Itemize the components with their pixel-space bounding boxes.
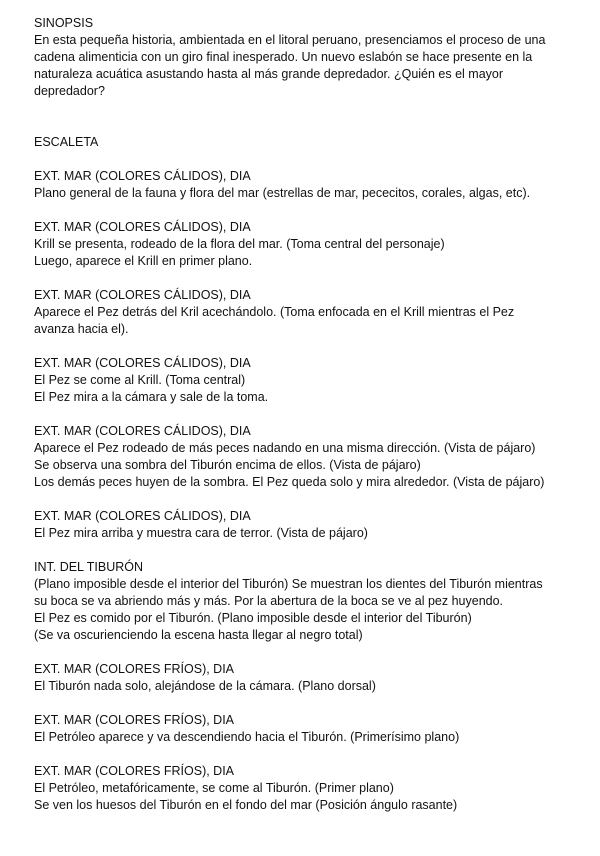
- scene-line: Aparece el Pez detrás del Kril acechándolo. (Toma enfocada en el Krill mientras el Pez: [34, 305, 515, 319]
- synopsis-line: En esta pequeña historia, ambientada en el litoral peruano, presenciamos el proceso de una: [34, 33, 546, 47]
- scene-slug: EXT. MAR (COLORES CÁLIDOS), DIA: [34, 220, 251, 234]
- scene-slug: EXT. MAR (COLORES CÁLIDOS), DIA: [34, 356, 251, 370]
- scene-block: [34, 712, 586, 746]
- scene-spacer: [34, 202, 586, 219]
- scene-slug: EXT. MAR (COLORES FRÍOS), DIA: [34, 764, 235, 778]
- scene-slug: INT. DEL TIBURÓN: [34, 560, 144, 574]
- scene-block: [34, 355, 586, 406]
- scene-line: avanza hacia el).: [34, 322, 129, 336]
- scene-block: [34, 423, 586, 491]
- scene-line: El Petróleo, metafóricamente, se come al Tiburón. (Primer plano): [34, 781, 394, 795]
- scene-line: El Pez es comido por el Tiburón. (Plano imposible desde el interior del Tiburón): [34, 611, 472, 625]
- synopsis-line: naturaleza acuática asustando hasta al más grande depredador. ¿Quién es el mayor: [34, 67, 504, 81]
- scene-line: El Pez mira arriba y muestra cara de terror. (Vista de pájaro): [34, 526, 368, 540]
- scene-spacer: [34, 270, 586, 287]
- scene-slug: EXT. MAR (COLORES CÁLIDOS), DIA: [34, 509, 251, 523]
- scene-line: Se ven los huesos del Tiburón en el fondo del mar (Posición ángulo rasante): [34, 798, 458, 812]
- scene-slug: EXT. MAR (COLORES CÁLIDOS), DIA: [34, 288, 251, 302]
- scene-spacer: [34, 695, 586, 712]
- scene-spacer: [34, 746, 586, 763]
- scene-line: Aparece el Pez rodeado de más peces nadando en una misma dirección. (Vista de pájaro): [34, 441, 536, 455]
- escaleta-heading: ESCALETA: [34, 135, 99, 149]
- scene-line: (Plano imposible desde el interior del Tiburón) Se muestran los dientes del Tiburón mientras: [34, 577, 543, 591]
- scene-slug: EXT. MAR (COLORES FRÍOS), DIA: [34, 713, 235, 727]
- synopsis-line: cadena alimenticia con un giro final inesperado. Un nuevo eslabón se hace presente en la: [34, 50, 533, 64]
- synopsis-heading: SINOPSIS: [34, 16, 94, 30]
- scene-line: El Pez mira a la cámara y sale de la toma.: [34, 390, 269, 404]
- scene-block: [34, 661, 586, 695]
- scene-line: Krill se presenta, rodeado de la flora del mar. (Toma central del personaje): [34, 237, 445, 251]
- document-page: [34, 15, 586, 814]
- scene-line: Los demás peces huyen de la sombra. El Pez queda solo y mira alrededor. (Vista de pájaro): [34, 475, 545, 489]
- escaleta-section: [34, 134, 586, 814]
- scene-spacer: [34, 491, 586, 508]
- scene-slug: EXT. MAR (COLORES CÁLIDOS), DIA: [34, 169, 251, 183]
- scene-spacer: [34, 644, 586, 661]
- scene-line: El Pez se come al Krill. (Toma central): [34, 373, 246, 387]
- scene-line: Se observa una sombra del Tiburón encima de ellos. (Vista de pájaro): [34, 458, 421, 472]
- synopsis-line: depredador?: [34, 84, 105, 98]
- scene-block: [34, 219, 586, 270]
- scene-block: [34, 168, 586, 202]
- scene-slug: EXT. MAR (COLORES FRÍOS), DIA: [34, 662, 235, 676]
- scene-block: [34, 763, 586, 814]
- scene-spacer: [34, 338, 586, 355]
- scene-line: El Petróleo aparece y va descendiendo hacia el Tiburón. (Primerísimo plano): [34, 730, 460, 744]
- scene-block: [34, 559, 586, 644]
- scene-spacer: [34, 406, 586, 423]
- scene-line: (Se va oscurienciendo la escena hasta llegar al negro total): [34, 628, 363, 642]
- scene-line: Plano general de la fauna y flora del mar (estrellas de mar, pececitos, corales, algas, etc).: [34, 186, 531, 200]
- scene-line: El Tiburón nada solo, alejándose de la cámara. (Plano dorsal): [34, 679, 376, 693]
- scene-block: [34, 508, 586, 542]
- scene-line: Luego, aparece el Krill en primer plano.: [34, 254, 253, 268]
- scene-line: su boca se va abriendo más y más. Por la abertura de la boca se ve al pez huyendo.: [34, 594, 504, 608]
- scene-spacer: [34, 542, 586, 559]
- section-spacer: [34, 151, 586, 168]
- synopsis-section: [34, 15, 586, 100]
- scene-block: [34, 287, 586, 338]
- scene-slug: EXT. MAR (COLORES CÁLIDOS), DIA: [34, 424, 251, 438]
- section-spacer: [34, 100, 586, 134]
